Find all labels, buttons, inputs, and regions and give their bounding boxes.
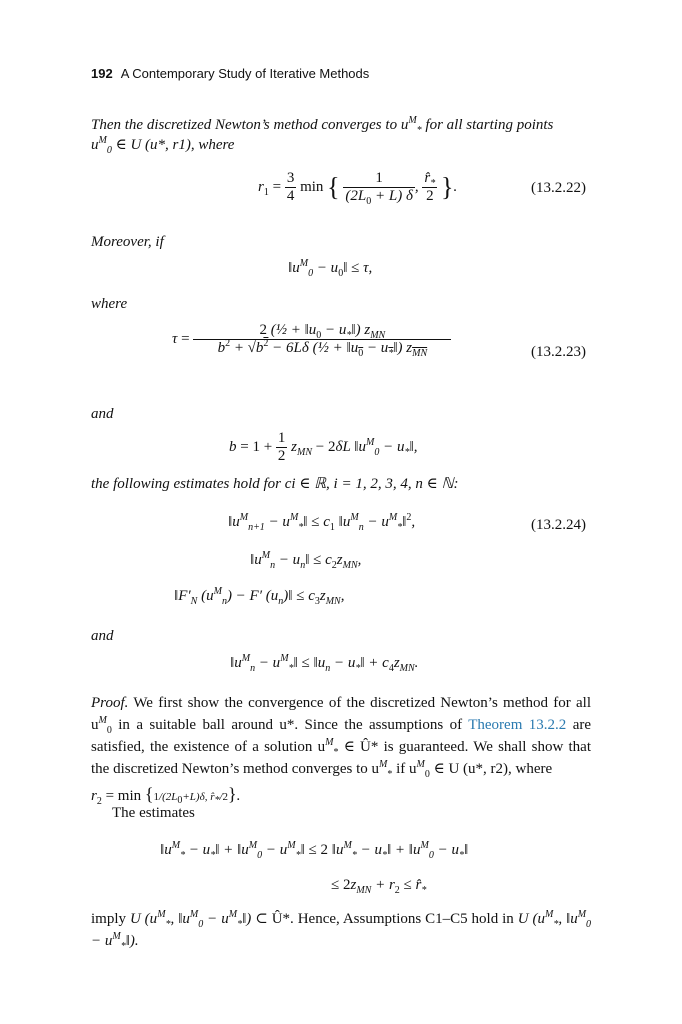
equation-estimate-chain-1: $‖u^M_*$ − $u_*‖$ + $‖u^M_0$ − $u^M_*‖ \le 2$ $‖u^M_*$ − $u_*‖$ + $‖u^M_0$ − $u_*‖$ xyxy=(160,840,469,861)
and-text-1: and xyxy=(91,406,114,422)
imply-paragraph: imply U ($u^M_*$, $‖u^M_0$ − $u^M_*‖$) ⊂ Û*. Hence, Assumptions C1–C5 hold in U ($u^M_*$, $‖u^M_0$ − $u^M_*‖$). xyxy=(91,909,592,952)
equation-number-13-2-24: (13.2.24) xyxy=(531,517,586,533)
and-text-2: and xyxy=(91,628,114,644)
equation-number-13-2-22: (13.2.22) xyxy=(531,180,586,196)
proof-paragraph: Proof. We first show the convergence of the discretized Newton’s method for all $u^M_0$ in a suitable ball around u*. Since the assumptions of Theorem 13.2.2 are satisfied, the existence of a solution $u^M_*$ ∈ Û* is guaranteed. We shall show that the discretized Newton’s method converges to $u^M_*$ if $u^M_0$ ∈ U (u*, r2), where xyxy=(91,695,592,780)
equation-r1: $r_1$ = $\frac{3}{4}$ min { $\frac{1}{(2L_0 + L) \delta}$ , $\frac{r̂_*}{2}$ }. xyxy=(258,170,458,207)
estimate-1: $‖u^M_{n+1}$ − $u^M_*‖ \le c_1$ $‖u^M_n$ − $u^M_*‖^2$, xyxy=(228,512,416,533)
equation-condition-tau: $‖u^M_0$ − $u_0‖ \le \tau$, xyxy=(288,258,373,279)
equation-b: b = 1 + $\frac{1}{2}$ $z_{MN} - 2\delta L$ $‖u^M_0$ − $u_*‖$, xyxy=(229,430,418,464)
equation-r2: $r_2 = \min \{1/(2L_0+L)\delta$, $r̂_*/2$}. xyxy=(91,784,241,807)
estimates-text: The estimates xyxy=(112,805,195,821)
estimate-4: $‖u^M_n$ − $u^M_*‖$ ≤ $‖u_n$ − $u_*‖ + c_4z_{MN}$. xyxy=(230,653,419,674)
theorem-13-2-2-link[interactable]: Theorem 13.2.2 xyxy=(468,717,567,733)
moreover-text: Moreover, if xyxy=(91,234,164,250)
running-header xyxy=(91,66,369,81)
equation-tau: τ = $\frac{2 (\frac{1}{2} + ‖u_0 - u_*‖) z_{MN}}{b^2 + √b^2 - 6L\delta (\frac{1}{2} + ‖u_0 - u_*‖) z_{MN}}$ xyxy=(172,322,451,357)
where-text: where xyxy=(91,296,128,312)
theorem-line-2: $u^M_0$ ∈ U (u*, r1), where xyxy=(91,135,235,156)
theorem-line-1: Then the discretized Newton’s method converges to $u^M_*$ for all starting points xyxy=(91,115,554,136)
estimates-intro-text: the following estimates hold for ci ∈ ℝ, i = 1, 2, 3, 4, n ∈ ℕ: xyxy=(91,476,459,492)
page-number: 192 xyxy=(91,66,113,81)
equation-estimate-chain-2: ≤ $2z_{MN} + r_2$ ≤ $r̂_*$ xyxy=(331,877,427,896)
estimate-3: $‖F'_N$ $(u^M_n) - F'$ $(u_n)‖ \le c_3z_{MN}$, xyxy=(174,586,345,607)
estimate-2: $‖u^M_n$ − $u_n‖ \le c_2z_{MN}$, xyxy=(250,550,362,571)
equation-number-13-2-23: (13.2.23) xyxy=(531,344,586,360)
running-title: A Contemporary Study of Iterative Methods xyxy=(120,66,370,81)
